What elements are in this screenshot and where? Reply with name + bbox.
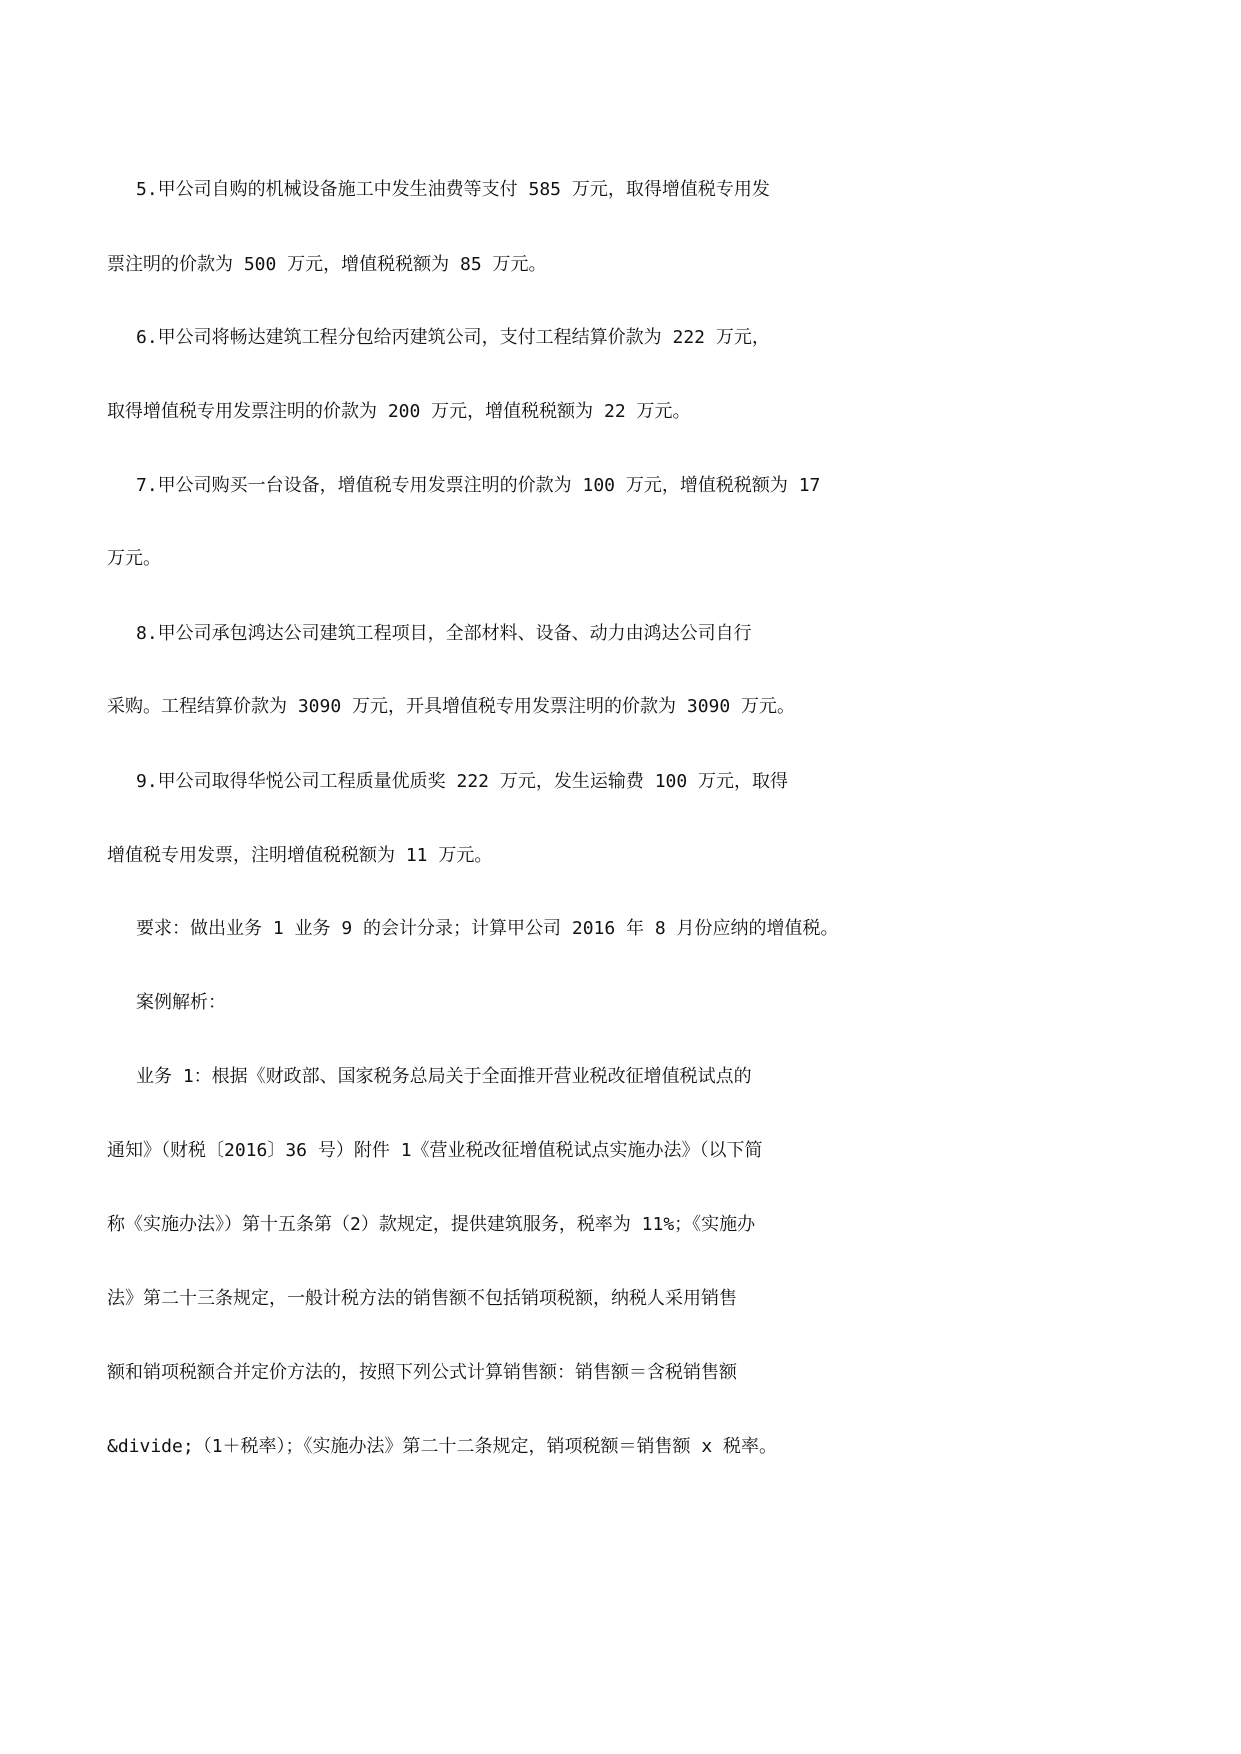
- analysis-line-5: 额和销项税额合并定价方法的，按照下列公式计算销售额：销售额＝含税销售额: [107, 1362, 737, 1383]
- paragraph-8-line-2: 采购。工程结算价款为 3090 万元，开具增值税专用发票注明的价款为 3090 万元。: [107, 696, 796, 717]
- analysis-line-6: &divide;（1＋税率）；《实施办法》第二十二条规定，销项税额＝销售额 x 税率。: [107, 1436, 778, 1457]
- paragraph-9-line-1: 9.甲公司取得华悦公司工程质量优质奖 222 万元，发生运输费 100 万元，取得: [136, 771, 789, 792]
- analysis-line-4: 法》第二十三条规定，一般计税方法的销售额不包括销项税额，纳税人采用销售: [107, 1288, 737, 1309]
- paragraph-7-line-1: 7.甲公司购买一台设备，增值税专用发票注明的价款为 100 万元，增值税税额为 17: [136, 475, 821, 496]
- paragraph-8-line-1: 8.甲公司承包鸿达公司建筑工程项目，全部材料、设备、动力由鸿达公司自行: [136, 623, 752, 644]
- analysis-line-2: 通知》（财税〔2016〕36 号）附件 1《营业税改征增值税试点实施办法》（以下简: [107, 1140, 763, 1161]
- paragraph-6-line-2: 取得增值税专用发票注明的价款为 200 万元，增值税税额为 22 万元。: [107, 401, 691, 422]
- case-analysis-heading: 案例解析：: [136, 992, 226, 1013]
- analysis-line-1: 业务 1：根据《财政部、国家税务总局关于全面推开营业税改征增值税试点的: [136, 1066, 752, 1087]
- requirement-line: 要求：做出业务 1 业务 9 的会计分录；计算甲公司 2016 年 8 月份应纳的增值税。: [136, 918, 839, 939]
- analysis-line-3: 称《实施办法》）第十五条第（2）款规定，提供建筑服务，税率为 11%；《实施办: [107, 1214, 756, 1235]
- paragraph-5-line-2: 票注明的价款为 500 万元，增值税税额为 85 万元。: [107, 254, 547, 275]
- paragraph-9-line-2: 增值税专用发票，注明增值税税额为 11 万元。: [107, 845, 493, 866]
- paragraph-5-line-1: 5.甲公司自购的机械设备施工中发生油费等支付 585 万元，取得增值税专用发: [136, 179, 770, 200]
- paragraph-7-line-2: 万元。: [107, 548, 161, 569]
- paragraph-6-line-1: 6.甲公司将畅达建筑工程分包给丙建筑公司，支付工程结算价款为 222 万元，: [136, 327, 770, 348]
